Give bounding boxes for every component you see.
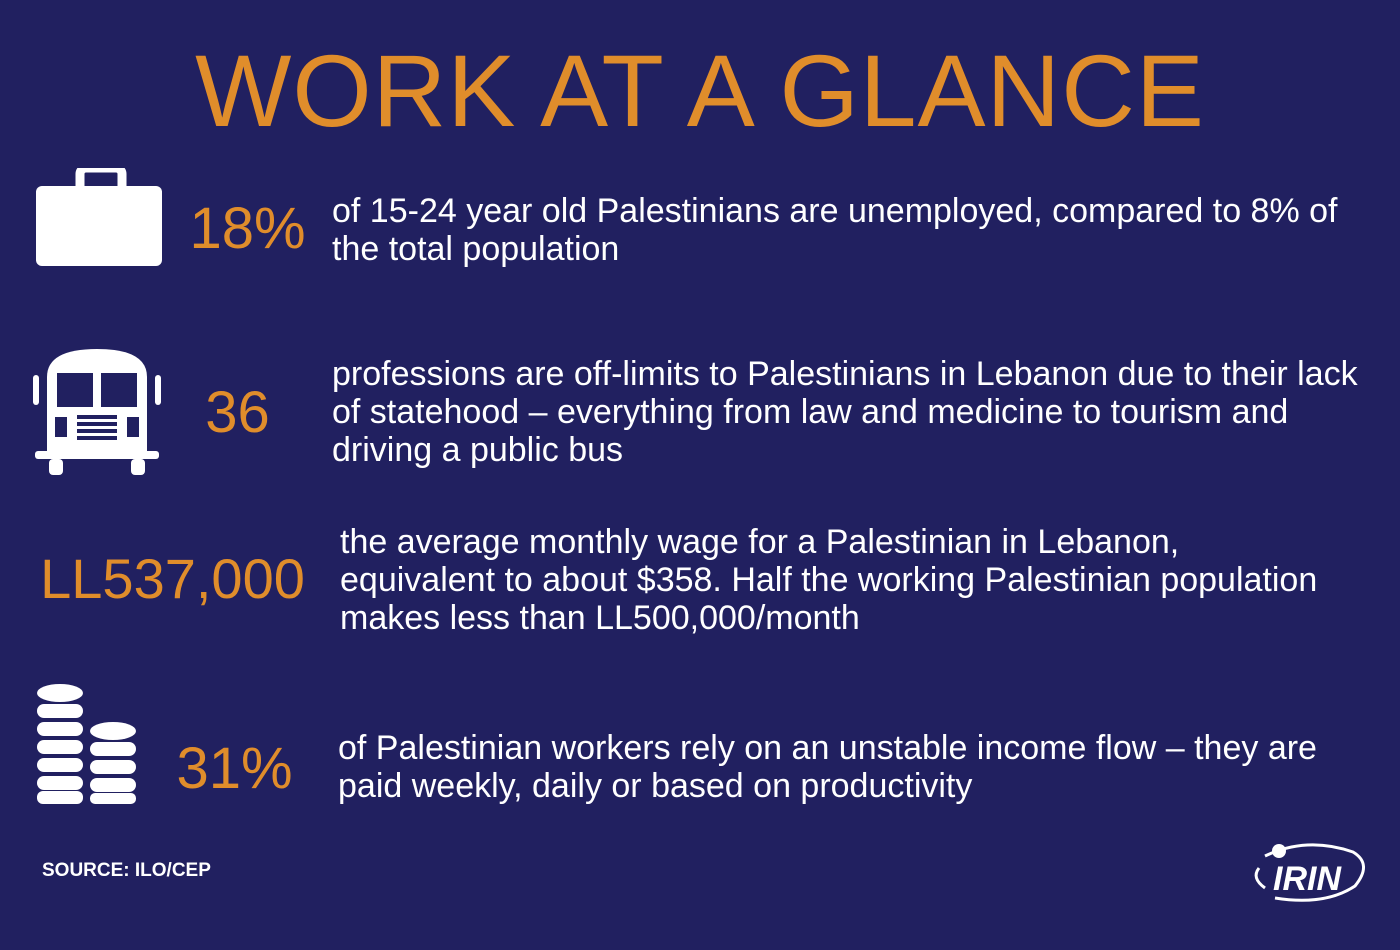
stat-value-unemployment: 18% <box>189 196 306 261</box>
coin-stacks-icon <box>36 683 140 805</box>
stat-description-unstable-income: of Palestinian workers rely on an unstable income flow – they are paid weekly, daily or based on productivity <box>338 729 1317 805</box>
stat-value-unstable-income: 31% <box>176 736 293 801</box>
briefcase-icon <box>36 168 162 268</box>
source-credit: SOURCE: ILO/CEP <box>42 860 211 881</box>
stat-value-monthly-wage: LL537,000 <box>40 547 305 610</box>
stat-description-monthly-wage: the average monthly wage for a Palestinian in Lebanon, equivalent to about $358. Half the working Palestinian population makes less than LL500,000/month <box>340 523 1318 637</box>
svg-text:IRIN: IRIN <box>1273 860 1341 898</box>
bus-icon <box>33 347 161 477</box>
irin-logo <box>1245 838 1370 908</box>
page-title: WORK AT A GLANCE <box>195 34 1205 148</box>
stat-description-unemployment: of 15-24 year old Palestinians are unemployed, compared to 8% of the total population <box>332 192 1338 268</box>
stat-value-professions: 36 <box>205 380 270 445</box>
stat-description-professions: professions are off-limits to Palestinians in Lebanon due to their lack of statehood – everything from law and medicine to tourism and driving a public bus <box>332 355 1358 469</box>
